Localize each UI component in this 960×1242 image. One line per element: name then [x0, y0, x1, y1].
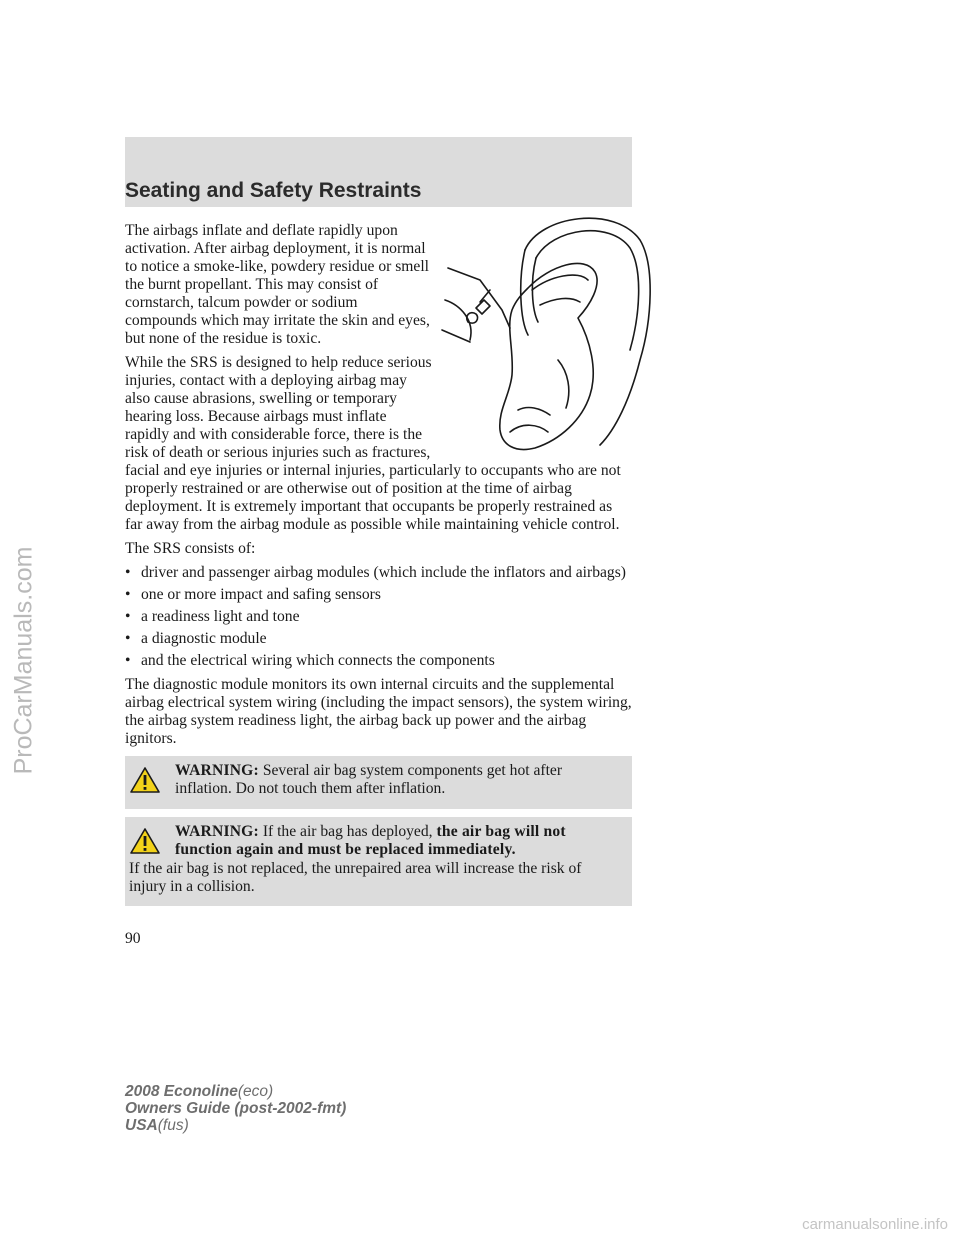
- warning-continuation: If the air bag is not replaced, the unrepaired area will increase the risk of injury in a collision.: [129, 860, 582, 895]
- list-item: [125, 564, 632, 582]
- page-number: 90: [125, 930, 141, 947]
- list-item-text: and the electrical wiring which connects the components: [141, 652, 495, 669]
- page-content: [125, 222, 632, 906]
- section-title: Seating and Safety Restraints: [125, 179, 422, 202]
- warning-hot-components: [125, 756, 632, 809]
- paragraph-diagnostic: The diagnostic module monitors its own internal circuits and the supplemental airbag electrical system wiring (including the impact sensors), the system wiring, the airbag system readiness light, the airbag back up power and the airbag ignitors.: [125, 676, 632, 747]
- bullet: •: [125, 564, 131, 581]
- warning-label: WARNING:: [175, 762, 259, 779]
- footer-market-code: (fus): [157, 1117, 189, 1134]
- bullet: •: [125, 586, 131, 603]
- list-item: [125, 652, 632, 670]
- side-watermark-text: ProCarManuals.com: [9, 546, 38, 774]
- warning-airbag-replacement: [125, 817, 632, 906]
- srs-components-list: [125, 564, 632, 670]
- paragraph-srs-intro: The SRS consists of:: [125, 540, 256, 557]
- section-header: [125, 137, 632, 207]
- list-item-text: a diagnostic module: [141, 630, 267, 647]
- side-watermark: [4, 400, 44, 920]
- bullet: •: [125, 630, 131, 647]
- footer-guide: Owners Guide (post-2002-fmt): [125, 1100, 347, 1117]
- warning-text: Several air bag system components get hot after inflation. Do not touch them after inflation.: [175, 762, 563, 797]
- footer-model-code: (eco): [237, 1083, 274, 1100]
- list-item-text: driver and passenger airbag modules (which include the inflators and airbags): [141, 564, 626, 581]
- paragraph-residue: The airbags inflate and deflate rapidly upon activation. After airbag deployment, it is normal to notice a smoke-like, powdery residue or smell the burnt propellant. This may consist of cornstarch, talcum powder or sodium compounds which may irritate the skin and eyes, but none of the residue is toxic.: [125, 222, 430, 347]
- airbag-deployment-illustration: [440, 210, 670, 458]
- paragraph-injury-risk: While the SRS is designed to help reduce serious injuries, contact with a deploying airbag may also cause abrasions, swelling or temporary hearing loss. Because airbags must inflate rapidly and with considerable force, there is the risk of death or serious injuries such as fractures, facial and eye injuries or internal injuries, particularly to occupants who are not properly restrained or are otherwise out of position at the time of airbag deployment. It is extremely important that occupants be properly restrained as far away from the airbag module as possible while maintaining vehicle control.: [125, 354, 621, 533]
- caution-triangle-icon: [129, 762, 175, 799]
- caution-triangle-icon: [129, 823, 175, 860]
- bullet: •: [125, 652, 131, 669]
- bottom-watermark: carmanualsonline.info: [802, 1216, 948, 1233]
- list-item: [125, 586, 632, 604]
- list-item: [125, 630, 632, 648]
- warning-emphasis: the air bag will not function again and must be replaced immediately.: [175, 823, 566, 858]
- list-item-text: a readiness light and tone: [141, 608, 300, 625]
- warning-text: If the air bag has deployed,: [262, 823, 437, 840]
- document-footer: [125, 1083, 346, 1134]
- list-item: [125, 608, 632, 626]
- bullet: •: [125, 608, 131, 625]
- list-item-text: one or more impact and safing sensors: [141, 586, 381, 603]
- footer-model: 2008 Econoline: [125, 1083, 238, 1100]
- footer-market: USA: [125, 1117, 158, 1134]
- warning-label: WARNING:: [175, 823, 259, 840]
